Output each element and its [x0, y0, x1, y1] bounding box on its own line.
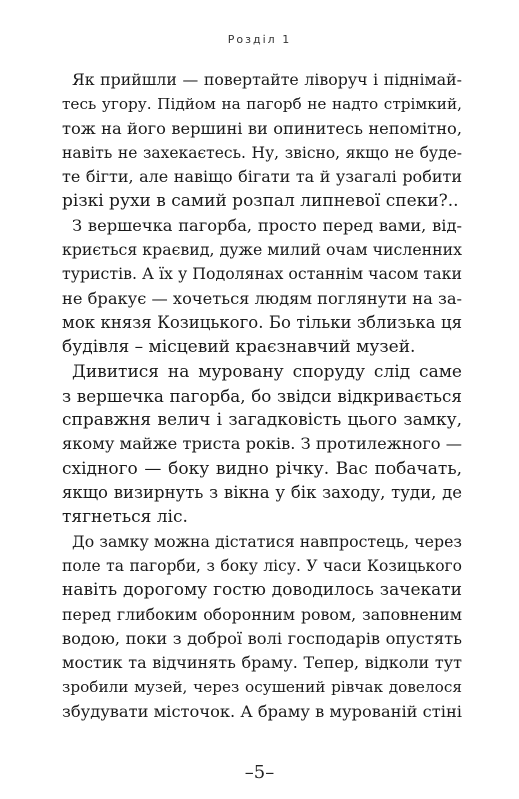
- paragraph-1-line-6: різкі рухи в самий розпал липневої спеки?..: [62, 191, 459, 212]
- paragraph-2-line-6: будівля – місцевий краєзнавчий музей.: [62, 337, 416, 358]
- paragraph-3-line-2: з вершечка пагорба, бо звідси відкривається: [62, 385, 462, 406]
- paragraph-2-line-1: З вершечка пагорба, просто перед вами, від-: [72, 215, 462, 235]
- body-text: [62, 68, 462, 724]
- paragraph-3-line-1: Дивитися на муровану споруду слід саме: [72, 361, 462, 382]
- paragraph-2-line-4: не бракує — хочеться людям поглянути на за-: [62, 288, 462, 308]
- paragraph-4-line-1: До замку можна дістатися навпростець, через: [72, 531, 462, 551]
- paragraph-1-line-5: те бігти, але навіщо бігати та й узагалі робити: [62, 167, 462, 187]
- running-header: Розділ 1: [227, 33, 292, 46]
- paragraph-1-line-3: тож на його вершині ви опинитесь непомітно,: [62, 118, 462, 138]
- paragraph-2-line-3: туристів. А їх у Подолянах останнім часом таки: [62, 264, 462, 284]
- paragraph-2-line-2: криється краєвид, дуже милий очам численних: [62, 240, 463, 260]
- paragraph-4-line-7: зробили музей, через осушений рівчак довелося: [62, 678, 462, 697]
- paragraph-1-line-1: Як прийшли — повертайте ліворуч і піднімай-: [72, 70, 462, 89]
- paragraph-4-line-4: перед глибоким оборонним ровом, заповненим: [62, 604, 462, 624]
- page-number: –5–: [244, 762, 275, 783]
- paragraph-3-line-3: справжня велич і загадковість цього замку,: [62, 410, 462, 431]
- paragraph-3-line-6: якщо визирнуть з вікна у бік заходу, туди, де: [62, 483, 462, 503]
- paragraph-3-line-7: тягнеться ліс.: [62, 507, 188, 528]
- paragraph-4-line-8: збудувати місточок. А браму в мурованій стіні: [62, 701, 462, 721]
- paragraph-2-line-5: мок князя Козицького. Бо тільки зблизька ця: [62, 312, 462, 332]
- paragraph-1-line-2: тесь угору. Підйом на пагорб не надто стрімкий,: [62, 95, 462, 114]
- paragraph-3-line-4: якому майже триста років. З протилежного —: [62, 434, 462, 454]
- paragraph-4-line-3: навіть дорогому гостю доводилось зачекати: [62, 580, 462, 601]
- paragraph-1-line-4: навіть не захекаєтесь. Ну, звісно, якщо не буде-: [62, 143, 462, 162]
- paragraph-4-line-6: мостик та відчинять браму. Тепер, відколи тут: [62, 653, 462, 673]
- paragraph-4-line-2: поле та пагорби, з боку лісу. У часи Козицького: [62, 556, 462, 575]
- paragraph-4-line-5: водою, поки з доброї волі господарів опустять: [62, 628, 462, 648]
- paragraph-3-line-5: східного — боку видно річку. Вас побачать,: [62, 458, 462, 479]
